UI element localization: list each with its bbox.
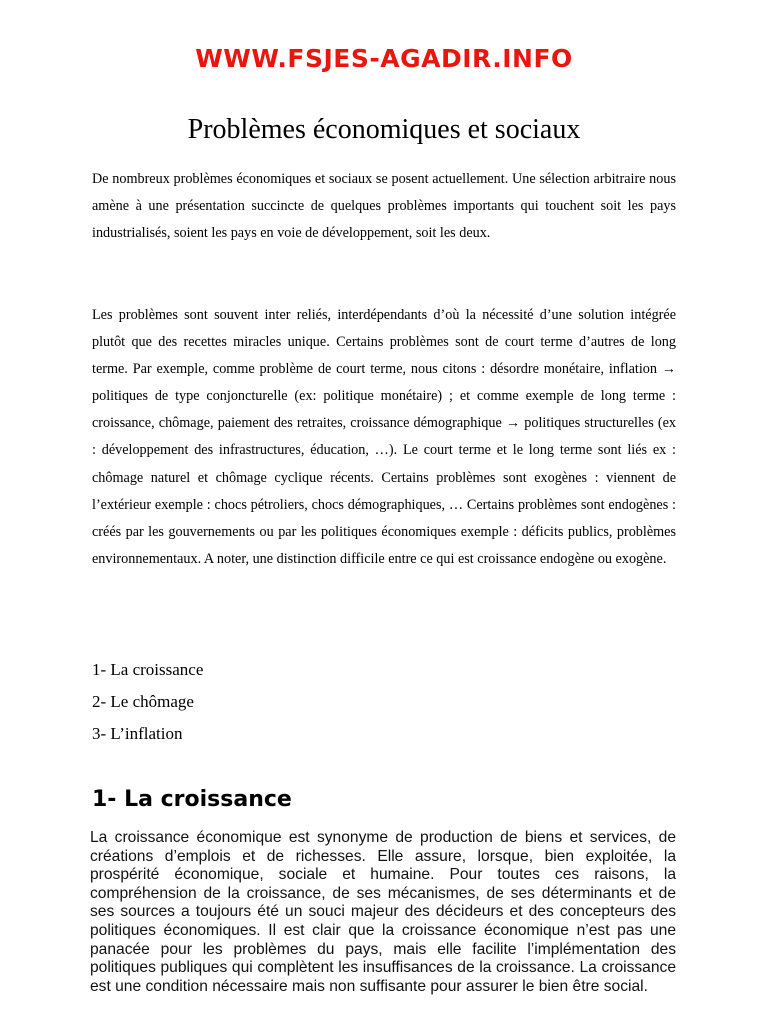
- toc-item-croissance: 1- La croissance: [92, 660, 204, 679]
- document-title: Problèmes économiques et sociaux: [187, 114, 581, 145]
- section-body-croissance: La croissance économique est synonyme de production de biens et services, de créations d’emplois et de richesses. Elle assure, lorsque, bien exploitée, la prospérité économique, sociale et humaine. Pour toutes ces raisons, la compréhension de la croissance, de ses mécanismes, de ses déterminants et de ses sources a toujours été un souci majeur des décideurs et des concepteurs des politiques économiques. Il est clair que la croissance économique n’est pas une panacée pour les problèmes du pays, mais elle facilite l’implémentation des politiques publiques qui complètent les insuffisances de la croissance. La croissance est une condition nécessaire mais non suffisante pour assurer le bien être social.: [90, 829, 676, 995]
- toc-item-inflation: 3- L’inflation: [92, 724, 183, 743]
- site-url-header[interactable]: WWW.FSJES-AGADIR.INFO: [195, 44, 573, 73]
- toc-item-chomage: 2- Le chômage: [92, 692, 194, 711]
- table-of-contents: [92, 657, 203, 753]
- problems-paragraph: Les problèmes sont souvent inter reliés, interdépendants d’où la nécessité d’une solution intégrée plutôt que des recettes miracles unique. Certains problèmes sont de court terme d’autres de long terme. Par exemple, comme problème de court terme, nous citons : désordre monétaire, inflation → politiques de type conjoncturelle (ex: politique monétaire) ; et comme exemple de long terme : croissance, chômage, paiement des retraites, croissance démographique → politiques structurelles (ex : développement des infrastructures, éducation, …). Le court terme et le long terme sont liés ex : chômage naturel et chômage cyclique récents. Certains problèmes sont exogènes : viennent de l’extérieur exemple : chocs pétroliers, chocs démographiques, … Certains problèmes sont endogènes : créés par les gouvernements ou par les politiques économiques exemple : déficits publics, problèmes environnementaux. A noter, une distinction difficile entre ce qui est croissance endogène ou exogène.: [92, 307, 676, 567]
- section-heading-croissance: 1- La croissance: [92, 787, 292, 812]
- intro-paragraph: De nombreux problèmes économiques et sociaux se posent actuellement. Une sélection arbitraire nous amène à une présentation succincte de quelques problèmes importants qui touchent soit les pays industrialisés, soient les pays en voie de développement, soit les deux.: [92, 171, 676, 242]
